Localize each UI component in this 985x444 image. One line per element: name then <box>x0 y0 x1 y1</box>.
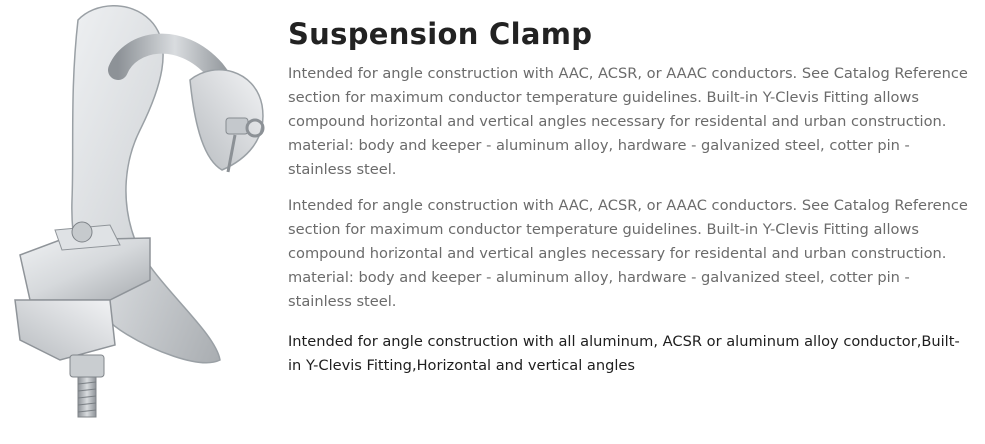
description-paragraph-1: Intended for angle construction with AAC, ACSR, or AAAC conductors. See Catalog Reference section for maximum conductor temperature guidelines. Built-in Y-Clevis Fitting allows compound horizontal and vertical angles necessary for residental and urban construction. material: body and keeper - aluminum alloy, hardware - galvanized steel, cotter pin - stainless steel. <box>288 65 968 178</box>
product-description <box>288 16 968 390</box>
description-summary: Intended for angle construction with all aluminum, ACSR or aluminum alloy conductor,Built-in Y-Clevis Fitting,Horizontal and vertical angles <box>288 333 960 374</box>
description-paragraph-2: Intended for angle construction with AAC, ACSR, or AAAC conductors. See Catalog Reference section for maximum conductor temperature guidelines. Built-in Y-Clevis Fitting allows compound horizontal and vertical angles necessary for residental and urban construction. material: body and keeper - aluminum alloy, hardware - galvanized steel, cotter pin - stainless steel. <box>288 197 968 310</box>
product-image <box>0 0 280 440</box>
bolt-nut <box>70 355 104 377</box>
clevis-nut <box>226 118 248 134</box>
keeper-bolt-head <box>72 222 92 242</box>
page-title: Suspension Clamp <box>288 17 593 51</box>
